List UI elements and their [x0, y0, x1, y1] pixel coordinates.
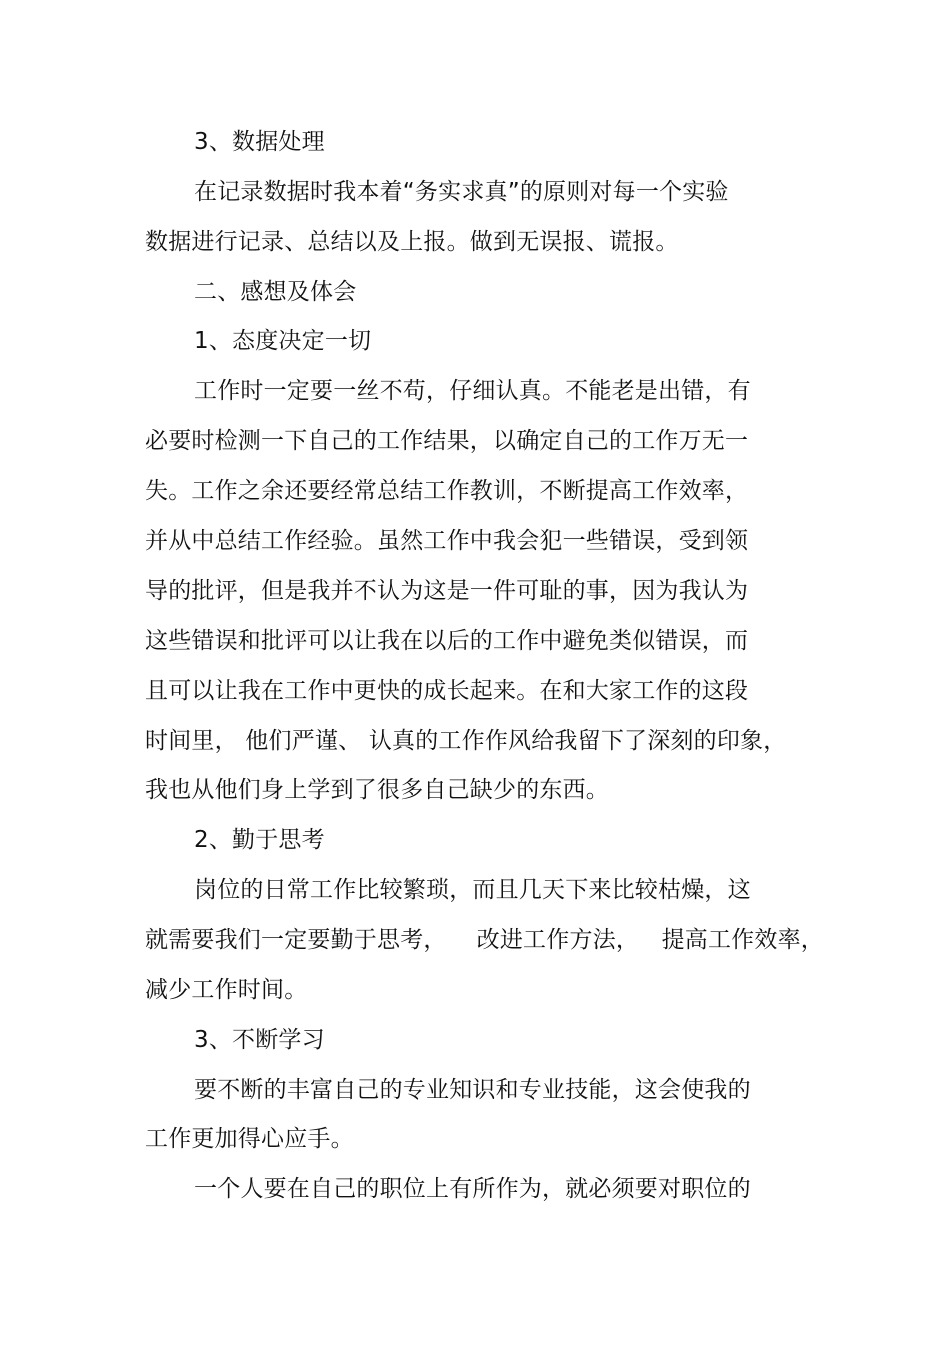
- paragraph-line: 要不断的丰富自己的专业知识和专业技能，这会使我的: [194, 1077, 751, 1103]
- paragraph-line: 时间里， 他们严谨、 认真的工作作风给我留下了深刻的印象，: [145, 728, 787, 754]
- paragraph-line: 岗位的日常工作比较繁琐，而且几天下来比较枯燥，这: [194, 877, 751, 903]
- section-heading: 2、勤于思考: [194, 827, 325, 853]
- paragraph-line: 导的批评，但是我并不认为这是一件可耻的事，因为我认为: [145, 578, 749, 604]
- section-heading: 二、感想及体会: [194, 279, 357, 305]
- section-heading: 3、数据处理: [194, 129, 325, 155]
- paragraph-line: 并从中总结工作经验。虽然工作中我会犯一些错误，受到领: [145, 528, 749, 554]
- paragraph-line: 减少工作时间。: [145, 977, 308, 1003]
- paragraph-line: 工作时一定要一丝不苟，仔细认真。不能老是出错，有: [194, 378, 751, 404]
- paragraph-line: 这些错误和批评可以让我在以后的工作中避免类似错误，而: [145, 628, 749, 654]
- paragraph-line: 必要时检测一下自己的工作结果，以确定自己的工作万无一: [145, 428, 749, 454]
- paragraph-line: 在记录数据时我本着“务实求真”的原则对每一个实验: [194, 179, 729, 205]
- paragraph-line: 工作更加得心应手。: [145, 1126, 354, 1152]
- paragraph-line: 就需要我们一定要勤于思考， 改进工作方法， 提高工作效率，: [145, 927, 824, 953]
- paragraph-line: 一个人要在自己的职位上有所作为，就必须要对职位的: [194, 1176, 751, 1202]
- paragraph-line: 且可以让我在工作中更快的成长起来。在和大家工作的这段: [145, 678, 749, 704]
- paragraph-line: 失。工作之余还要经常总结工作教训，不断提高工作效率，: [145, 478, 749, 504]
- section-heading: 1、态度决定一切: [194, 328, 372, 354]
- paragraph-line: 数据进行记录、总结以及上报。做到无误报、谎报。: [145, 229, 679, 255]
- paragraph-line: 我也从他们身上学到了很多自己缺少的东西。: [145, 777, 609, 803]
- section-heading: 3、不断学习: [194, 1027, 325, 1053]
